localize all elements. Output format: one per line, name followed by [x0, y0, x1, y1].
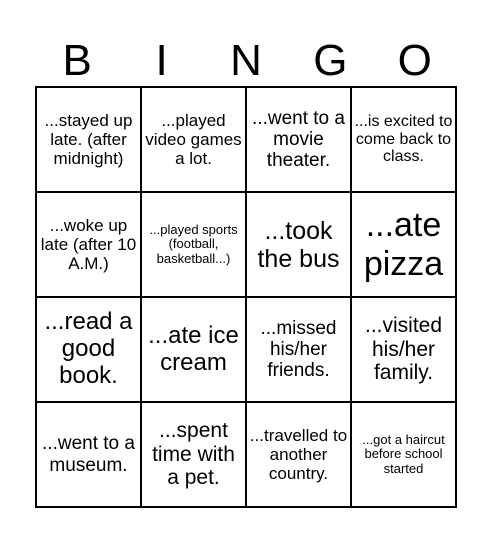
bingo-cell-text: ...went to a museum.	[42, 433, 135, 476]
bingo-cell[interactable]	[141, 87, 246, 192]
bingo-cell-text: ...got a haircut before school started	[362, 431, 445, 476]
bingo-cell[interactable]	[246, 192, 351, 297]
bingo-cell-text: ...went to a movie theater.	[252, 107, 345, 172]
bingo-cell-text: ...ate ice cream	[148, 321, 239, 376]
header-letter-i: I	[155, 36, 168, 85]
header-letter-b: B	[62, 36, 92, 85]
bingo-cell-text: ...woke up late (after 10 A.M.)	[40, 215, 137, 274]
bingo-cell[interactable]	[351, 297, 456, 402]
bingo-cell[interactable]	[246, 297, 351, 402]
bingo-header	[35, 36, 457, 86]
bingo-cell-text: ...missed his/her friends.	[260, 317, 337, 382]
bingo-cell-text: ...played video games a lot.	[145, 110, 242, 169]
bingo-cell[interactable]	[141, 192, 246, 297]
bingo-cell-text: ...spent time with a pet.	[152, 419, 235, 490]
bingo-cell[interactable]	[246, 402, 351, 507]
header-letter-g: G	[313, 36, 348, 85]
bingo-cell-text: ...read a good book.	[44, 308, 133, 389]
bingo-cell[interactable]	[141, 297, 246, 402]
bingo-cell[interactable]	[351, 402, 456, 507]
bingo-cell-text: ...took the bus	[257, 216, 340, 273]
header-letter-n: N	[230, 36, 262, 85]
bingo-cell-text: ...is excited to come back to class.	[354, 112, 453, 166]
bingo-cell-text: ...visited his/her family.	[364, 314, 443, 385]
bingo-cell[interactable]	[36, 192, 141, 297]
bingo-cell[interactable]	[36, 402, 141, 507]
bingo-cell-text: ...travelled to another country.	[249, 425, 348, 484]
header-letter-o: O	[397, 36, 432, 85]
bingo-cell[interactable]	[351, 192, 456, 297]
bingo-cell[interactable]	[36, 297, 141, 402]
bingo-cell[interactable]	[246, 87, 351, 192]
bingo-cell-text: ...played sports (football, basketball...)	[149, 221, 238, 266]
bingo-cell-text: ...stayed up late. (after midnight)	[44, 110, 133, 169]
bingo-cell[interactable]	[351, 87, 456, 192]
bingo-cell-text: ...ate pizza	[363, 206, 444, 283]
bingo-cell[interactable]	[141, 402, 246, 507]
bingo-board	[35, 86, 457, 508]
bingo-cell[interactable]	[36, 87, 141, 192]
